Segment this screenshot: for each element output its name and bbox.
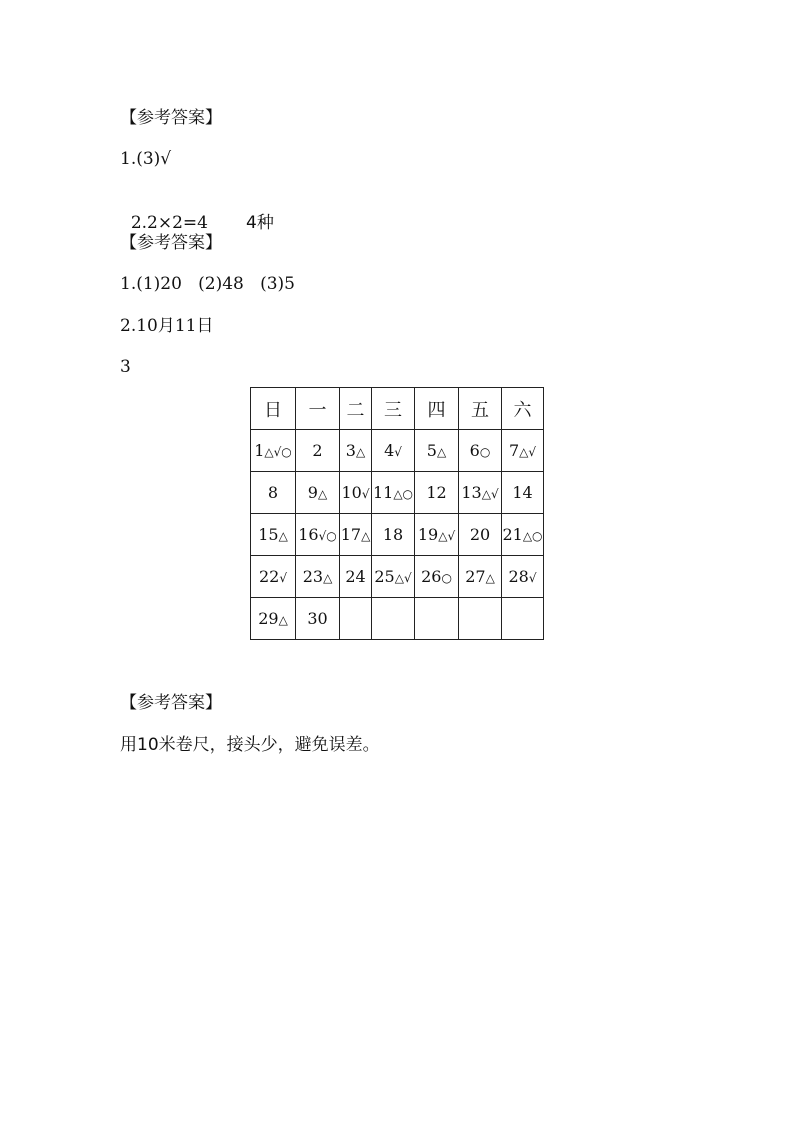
day-number: 19 bbox=[417, 525, 439, 544]
calendar-day-cell bbox=[459, 430, 502, 472]
day-number: 24 bbox=[345, 567, 366, 586]
day-number: 15 bbox=[258, 525, 279, 544]
day-marks: △√○ bbox=[264, 445, 292, 459]
calendar-day-cell bbox=[296, 430, 340, 472]
calendar-day-cell bbox=[251, 472, 296, 514]
calendar-row bbox=[251, 472, 544, 514]
answer-2-expression: 2.2×2=4 bbox=[130, 213, 208, 233]
calendar-header-row bbox=[251, 388, 544, 430]
day-number: 7 bbox=[508, 441, 520, 460]
day-number: 18 bbox=[382, 525, 404, 544]
calendar-day-cell bbox=[251, 514, 296, 556]
day-marks: △√ bbox=[394, 571, 412, 585]
section2-answer-2: 2.10月11日 bbox=[120, 316, 214, 336]
calendar-day-cell bbox=[340, 514, 372, 556]
day-marks: △ bbox=[278, 613, 288, 627]
day-marks: △ bbox=[323, 571, 333, 585]
calendar-row bbox=[251, 430, 544, 472]
day-number: 6 bbox=[469, 441, 480, 460]
day-number: 29 bbox=[258, 609, 279, 628]
calendar-day-cell bbox=[459, 556, 502, 598]
day-marks: △√ bbox=[481, 487, 499, 501]
calendar-day-cell bbox=[340, 556, 372, 598]
day-marks: ○ bbox=[479, 445, 491, 459]
day-number: 4 bbox=[384, 441, 395, 460]
calendar-row bbox=[251, 556, 544, 598]
day-marks: √ bbox=[279, 571, 287, 585]
calendar-day-cell bbox=[415, 598, 459, 640]
day-marks: △√ bbox=[438, 529, 456, 543]
day-number: 5 bbox=[426, 441, 437, 460]
day-number: 16 bbox=[298, 525, 319, 544]
calendar-table bbox=[250, 387, 544, 640]
day-number: 10 bbox=[341, 483, 362, 502]
calendar-day-cell bbox=[296, 598, 340, 640]
day-number: 20 bbox=[469, 525, 491, 544]
calendar-day-cell bbox=[372, 556, 415, 598]
weekday-header: 二 bbox=[340, 388, 372, 430]
day-marks: △ bbox=[355, 445, 366, 459]
calendar-row bbox=[251, 598, 544, 640]
day-number: 1 bbox=[254, 441, 265, 460]
day-marks: △ bbox=[278, 529, 288, 543]
day-number: 9 bbox=[307, 483, 318, 502]
day-marks: ○ bbox=[441, 571, 452, 585]
section2-heading: 【参考答案】 bbox=[120, 233, 222, 253]
calendar-day-cell bbox=[372, 598, 415, 640]
calendar-row bbox=[251, 514, 544, 556]
calendar-day-cell bbox=[502, 598, 544, 640]
calendar-day-cell bbox=[502, 514, 544, 556]
day-marks: △○ bbox=[393, 487, 414, 501]
day-number: 28 bbox=[508, 567, 529, 586]
day-marks: △√ bbox=[519, 445, 537, 459]
day-marks: √ bbox=[528, 571, 537, 585]
calendar-day-cell bbox=[296, 472, 340, 514]
day-marks: △ bbox=[361, 529, 371, 543]
calendar-day-cell bbox=[372, 430, 415, 472]
day-number: 12 bbox=[426, 483, 447, 502]
day-marks: △ bbox=[317, 487, 328, 501]
day-number: 14 bbox=[512, 483, 533, 502]
day-number: 30 bbox=[307, 609, 328, 628]
calendar-day-cell bbox=[372, 514, 415, 556]
weekday-header: 一 bbox=[296, 388, 340, 430]
weekday-header: 三 bbox=[372, 388, 415, 430]
section2-answer-1: 1.(1)20 (2)48 (3)5 bbox=[120, 274, 295, 294]
calendar-day-cell bbox=[251, 598, 296, 640]
day-number: 13 bbox=[461, 483, 482, 502]
day-marks: △ bbox=[485, 571, 495, 585]
calendar-day-cell bbox=[251, 556, 296, 598]
calendar-day-cell bbox=[415, 514, 459, 556]
day-number: 27 bbox=[465, 567, 486, 586]
day-marks: △ bbox=[436, 445, 447, 459]
calendar-day-cell bbox=[415, 556, 459, 598]
calendar-day-cell bbox=[459, 472, 502, 514]
calendar-day-cell bbox=[251, 430, 296, 472]
calendar-day-cell bbox=[296, 556, 340, 598]
calendar-day-cell bbox=[372, 472, 415, 514]
day-marks: √ bbox=[394, 445, 402, 459]
section3-heading: 【参考答案】 bbox=[120, 693, 222, 713]
calendar-day-cell bbox=[340, 598, 372, 640]
section3-answer: 用10米卷尺，接头少，避免误差。 bbox=[120, 735, 380, 755]
section1-answer-1: 1.(3)√ bbox=[120, 149, 172, 169]
day-number: 22 bbox=[258, 567, 280, 586]
calendar-day-cell bbox=[502, 556, 544, 598]
weekday-header: 六 bbox=[502, 388, 544, 430]
day-number: 8 bbox=[267, 483, 279, 502]
day-number: 21 bbox=[502, 525, 523, 544]
day-number: 2 bbox=[312, 441, 323, 460]
day-number: 25 bbox=[374, 567, 395, 586]
day-marks: √○ bbox=[318, 529, 337, 543]
day-number: 3 bbox=[345, 441, 356, 460]
section1-answer-2 bbox=[120, 190, 274, 234]
weekday-header: 日 bbox=[251, 388, 296, 430]
day-number: 26 bbox=[421, 567, 442, 586]
calendar-day-cell bbox=[459, 514, 502, 556]
calendar-day-cell bbox=[296, 514, 340, 556]
day-marks: √ bbox=[361, 487, 370, 501]
day-marks: △○ bbox=[522, 529, 543, 543]
calendar-day-cell bbox=[415, 430, 459, 472]
section2-answer-3-label: 3 bbox=[120, 357, 131, 377]
calendar-day-cell bbox=[340, 430, 372, 472]
calendar-day-cell bbox=[502, 430, 544, 472]
calendar-day-cell bbox=[502, 472, 544, 514]
section1-heading: 【参考答案】 bbox=[120, 108, 222, 128]
weekday-header: 五 bbox=[459, 388, 502, 430]
answer-2-result: 4种 bbox=[246, 213, 274, 233]
day-number: 23 bbox=[302, 567, 324, 586]
calendar-day-cell bbox=[340, 472, 372, 514]
day-number: 11 bbox=[372, 483, 394, 502]
calendar-day-cell bbox=[415, 472, 459, 514]
day-number: 17 bbox=[340, 525, 362, 544]
weekday-header: 四 bbox=[415, 388, 459, 430]
calendar-day-cell bbox=[459, 598, 502, 640]
